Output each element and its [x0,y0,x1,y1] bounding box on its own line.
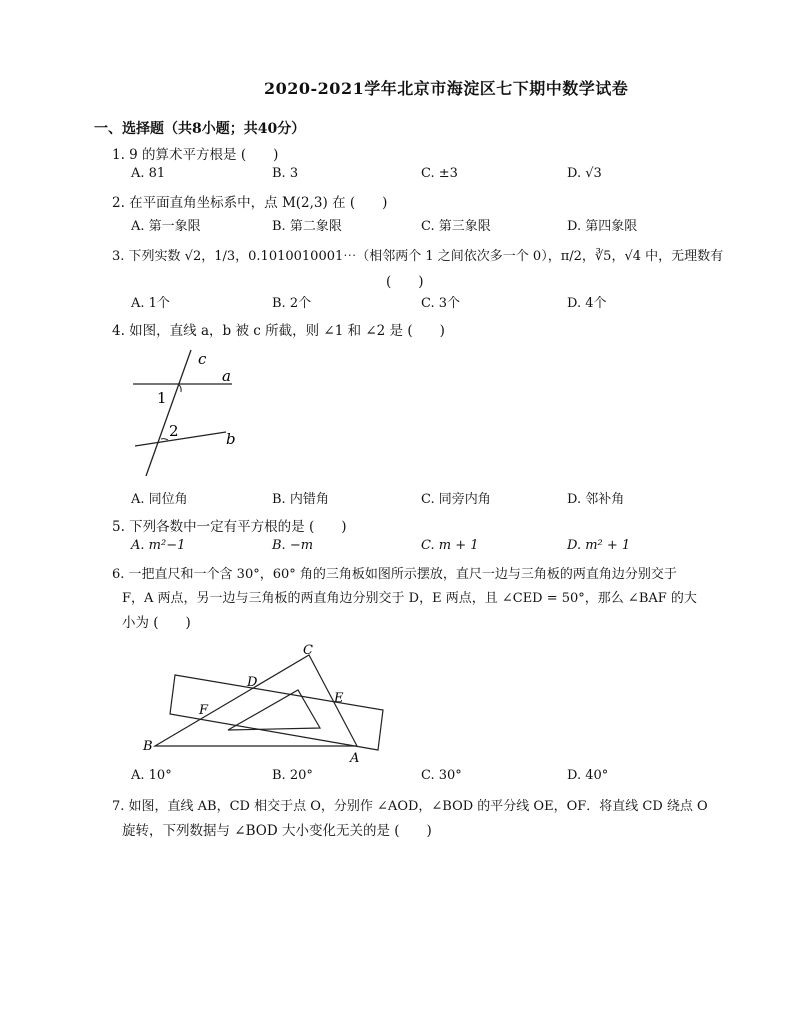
question-6-option-a: A. 10° [131,768,172,783]
page-title: 2020-2021学年北京市海淀区七下期中数学试卷 [264,79,629,98]
question-3-option-c: C. 3个 [421,296,461,311]
label-angle-2: 2 [169,422,179,440]
question-3-stem: 3. 下列实数 √2，1/3，0.1010010001⋯（相邻两个 1 之间依次多一个 0），π/2，∛5，√4 中，无理数有 [112,249,724,264]
label-E: E [334,691,344,706]
label-a: a [222,367,231,385]
question-1-option-a: A. 81 [131,166,166,181]
question-5-option-c: C. m + 1 [421,538,479,553]
label-C: C [303,643,313,658]
question-3-option-d: D. 4个 [567,296,607,311]
question-3-option-b: B. 2个 [272,296,312,311]
question-2-option-b: B. 第二象限 [272,219,342,234]
question-6-stem: 6. 一把直尺和一个含 30°，60° 角的三角板如图所示摆放，直尺一边与三角板的两直角边分别交于 [112,567,677,582]
question-5-stem: 5. 下列各数中一定有平方根的是 ( ) [112,519,347,535]
question-5-option-a: A. m²−1 [131,538,186,553]
line-b [135,432,226,446]
question-6-stem-line2: F，A 两点，另一边与三角板的两直角边分别交于 D，E 两点，且 ∠CED = 50°，那么 ∠BAF 的大 [122,591,697,606]
section-heading: 一、选择题（共8小题；共40分） [94,121,306,137]
question-4-option-b: B. 内错角 [272,492,329,507]
question-4-figure [125,345,255,480]
question-4-option-a: A. 同位角 [131,492,188,507]
triangle-inner [228,690,320,730]
question-4-stem: 4. 如图，直线 a，b 被 c 所截，则 ∠1 和 ∠2 是 ( ) [112,323,445,339]
question-5-option-b: B. −m [272,538,314,553]
question-6-option-d: D. 40° [567,768,609,783]
label-c: c [198,350,207,368]
question-4-option-d: D. 邻补角 [567,492,625,507]
label-b: b [226,430,236,448]
question-1-option-b: B. 3 [272,166,299,181]
question-6-option-b: B. 20° [272,768,313,783]
question-3-option-a: A. 1个 [131,296,170,311]
question-6-figure [135,640,395,768]
question-2-option-a: A. 第一象限 [131,219,201,234]
question-1-stem: 1. 9 的算术平方根是 ( ) [112,147,279,163]
question-2-option-d: D. 第四象限 [567,219,638,234]
label-angle-1: 1 [157,389,167,407]
angle-2-arc [161,439,168,440]
question-1-option-c: C. ±3 [421,166,458,181]
label-F: F [199,703,209,718]
question-1-option-d: D. √3 [567,166,602,181]
question-3-stem-continued: ( ) [386,274,424,290]
question-4-option-c: C. 同旁内角 [421,492,491,507]
label-A: A [350,751,360,766]
label-B: B [143,739,153,754]
question-6-stem-line3: 小为 ( ) [122,615,191,631]
line-c [146,350,191,476]
question-7-stem-line2: 旋转，下列数据与 ∠BOD 大小变化无关的是 ( ) [122,823,432,839]
question-6-option-c: C. 30° [421,768,462,783]
question-5-option-d: D. m² + 1 [567,538,631,553]
question-2-stem: 2. 在平面直角坐标系中，点 M(2,3) 在 ( ) [112,195,388,211]
label-D: D [247,675,258,690]
question-7-stem: 7. 如图，直线 AB，CD 相交于点 O，分别作 ∠AOD，∠BOD 的平分线 OE，OF．将直线 CD 绕点 O [112,799,708,814]
question-2-option-c: C. 第三象限 [421,219,491,234]
